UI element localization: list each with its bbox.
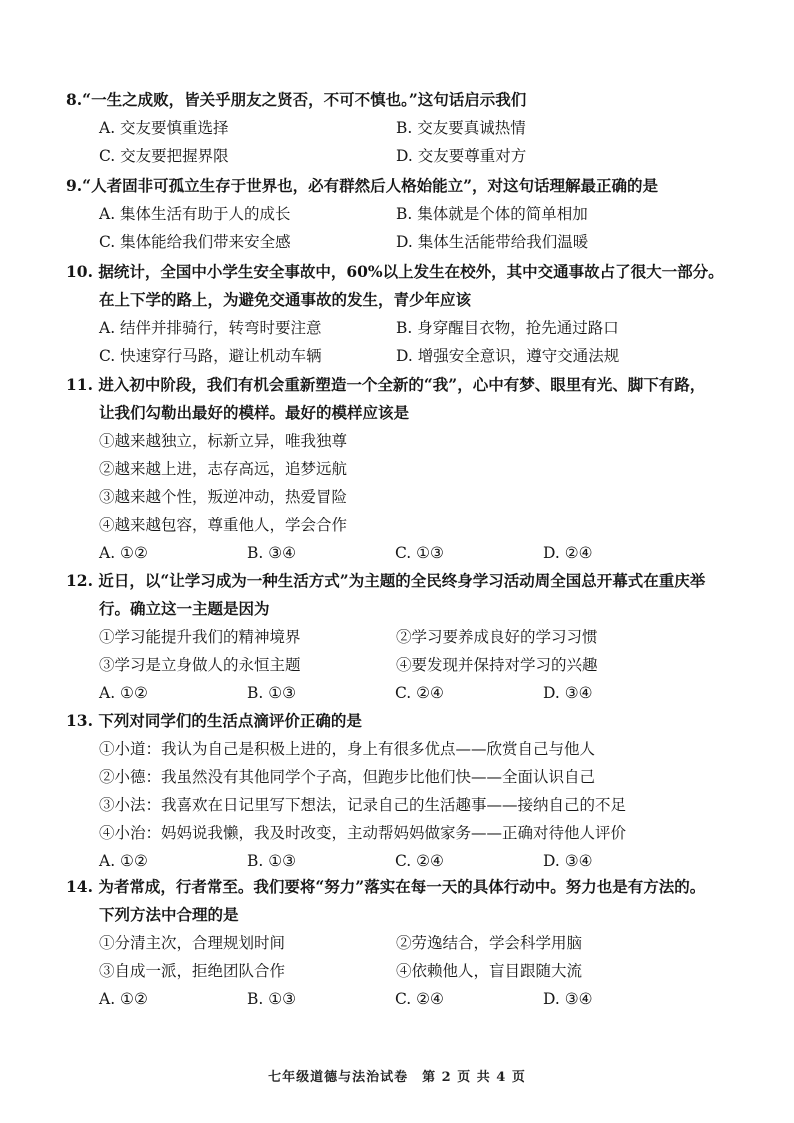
option-d[interactable]: D. 增强安全意识，遵守交通法规 [396, 347, 620, 365]
question-stem-cont: 在上下学的路上，为避免交通事故的发生，青少年应该 [99, 290, 472, 309]
question-14 [66, 873, 756, 1013]
statement-item: ①分清主次，合理规划时间 [99, 934, 286, 952]
statement-item: ②小德：我虽然没有其他同学个子高，但跑步比他们快——全面认识自己 [99, 768, 596, 786]
question-stem: 8.“一生之成败，皆关乎朋友之贤否，不可不慎也。”这句话启示我们 [66, 90, 527, 109]
choice-d[interactable]: D. ②④ [543, 544, 593, 562]
statement-item: ①小道：我认为自己是积极上进的，身上有很多优点——欣赏自己与他人 [99, 740, 596, 758]
choice-a[interactable]: A. ①② [99, 544, 148, 562]
statement-item: ③自成一派，拒绝团队合作 [99, 962, 286, 980]
option-c[interactable]: C. 交友要把握界限 [99, 147, 229, 165]
option-d[interactable]: D. 交友要尊重对方 [396, 147, 527, 165]
option-row [66, 342, 756, 370]
choice-d[interactable]: D. ③④ [543, 990, 593, 1008]
statement-item: ③越来越个性，叛逆冲动，热爱冒险 [99, 488, 348, 506]
statement-item: ④小治：妈妈说我懒，我及时改变，主动帮妈妈做家务——正确对待他人评价 [99, 824, 627, 842]
choice-a[interactable]: A. ①② [99, 684, 148, 702]
option-b[interactable]: B. 交友要真诚热情 [396, 119, 526, 137]
statement-item: ④越来越包容，尊重他人，学会合作 [99, 516, 348, 534]
question-8 [66, 86, 756, 170]
statement-item: ③学习是立身做人的永恒主题 [99, 656, 301, 674]
option-row [66, 228, 756, 256]
option-c[interactable]: C. 快速穿行马路，避让机动车辆 [99, 347, 322, 365]
page-footer: 七年级道德与法治试卷 第 2 页 共 4 页 [268, 1070, 526, 1085]
question-stem: 10. 据统计，全国中小学生安全事故中，60%以上发生在校外，其中交通事故占了很大一部分。 [66, 262, 724, 281]
choice-a[interactable]: A. ①② [99, 990, 148, 1008]
statement-item: ①越来越独立，标新立异，唯我独尊 [99, 432, 348, 450]
choice-c[interactable]: C. ②④ [395, 990, 444, 1008]
choice-row [66, 679, 756, 707]
choice-c[interactable]: C. ①③ [395, 544, 444, 562]
choice-d[interactable]: D. ③④ [543, 852, 593, 870]
statement-row [66, 957, 756, 985]
question-stem: 12. 近日，以“让学习成为一种生活方式”为主题的全民终身学习活动周全国总开幕式在重庆举 [66, 571, 706, 590]
choice-c[interactable]: C. ②④ [395, 852, 444, 870]
option-a[interactable]: A. 结伴并排骑行，转弯时要注意 [99, 319, 322, 337]
statement-row [66, 929, 756, 957]
statement-item: ②劳逸结合，学会科学用脑 [396, 934, 583, 952]
question-10 [66, 258, 756, 370]
question-stem-cont: 行。确立这一主题是因为 [99, 599, 270, 618]
question-stem: 13. 下列对同学们的生活点滴评价正确的是 [66, 711, 362, 730]
option-row [66, 200, 756, 228]
statement-item: ②越来越上进，志存高远，追梦远航 [99, 460, 348, 478]
question-stem: 14. 为者常成，行者常至。我们要将“努力”落实在每一天的具体行动中。努力也是有方法的。 [66, 877, 706, 896]
question-12 [66, 567, 756, 707]
option-a[interactable]: A. 交友要慎重选择 [99, 119, 229, 137]
choice-d[interactable]: D. ③④ [543, 684, 593, 702]
question-11 [66, 371, 756, 567]
choice-b[interactable]: B. ①③ [247, 852, 297, 870]
statement-item: ④依赖他人，盲目跟随大流 [396, 962, 583, 980]
choice-a[interactable]: A. ①② [99, 852, 148, 870]
statement-item: ③小法：我喜欢在日记里写下想法，记录自己的生活趣事——接纳自己的不足 [99, 796, 627, 814]
statement-row [66, 623, 756, 651]
choice-row [66, 539, 756, 567]
question-stem-cont: 让我们勾勒出最好的模样。最好的模样应该是 [99, 403, 410, 422]
choice-c[interactable]: C. ②④ [395, 684, 444, 702]
option-row [66, 314, 756, 342]
choice-row [66, 847, 756, 875]
option-b[interactable]: B. 身穿醒目衣物，抢先通过路口 [396, 319, 619, 337]
statement-row [66, 651, 756, 679]
choice-b[interactable]: B. ③④ [247, 544, 297, 562]
choice-b[interactable]: B. ①③ [247, 684, 297, 702]
statement-item: ①学习能提升我们的精神境界 [99, 628, 301, 646]
question-9 [66, 172, 756, 256]
option-d[interactable]: D. 集体生活能带给我们温暖 [396, 233, 589, 251]
question-13 [66, 707, 756, 875]
question-stem: 11. 进入初中阶段，我们有机会重新塑造一个全新的“我”，心中有梦、眼里有光、脚下有路， [66, 375, 706, 394]
question-stem: 9.“人者固非可孤立生存于世界也，必有群然后人格始能立”，对这句话理解最正确的是 [66, 176, 659, 195]
option-row [66, 114, 756, 142]
question-stem-cont: 下列方法中合理的是 [99, 905, 239, 924]
option-b[interactable]: B. 集体就是个体的简单相加 [396, 205, 588, 223]
statement-item: ②学习要养成良好的学习习惯 [396, 628, 598, 646]
statement-item: ④要发现并保持对学习的兴趣 [396, 656, 598, 674]
choice-row [66, 985, 756, 1013]
option-c[interactable]: C. 集体能给我们带来安全感 [99, 233, 291, 251]
choice-b[interactable]: B. ①③ [247, 990, 297, 1008]
option-a[interactable]: A. 集体生活有助于人的成长 [99, 205, 291, 223]
option-row [66, 142, 756, 170]
